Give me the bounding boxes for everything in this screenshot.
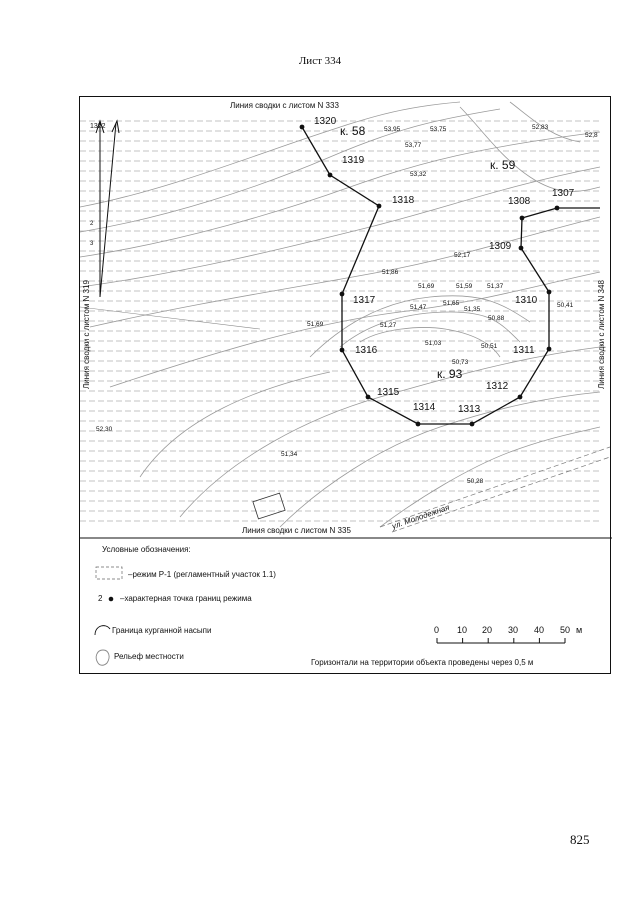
spot-height: 51,86: [382, 269, 399, 276]
misc-label: 1322: [90, 123, 106, 130]
spot-height: 53,95: [384, 126, 401, 133]
border-label-left: Линия сводки с листом N 319: [82, 280, 91, 389]
spot-height: 51,03: [425, 340, 442, 347]
point-label: 1317: [353, 295, 376, 306]
point-label: 1315: [377, 387, 400, 398]
spot-height: 50,73: [452, 359, 469, 366]
spot-height: 53,77: [405, 142, 422, 149]
spot-height: 52,8: [585, 132, 598, 139]
area-label: к. 58: [340, 124, 366, 138]
legend-symbol-point: 2: [98, 594, 103, 603]
legend-point-marker: [109, 597, 114, 602]
spot-height: 53,32: [410, 171, 427, 178]
misc-label: 2: [90, 221, 94, 227]
page-number: 825: [570, 832, 590, 847]
scale-tick-label: 30: [508, 625, 519, 635]
scale-tick-label: 50: [560, 625, 571, 635]
spot-height: 51,59: [456, 283, 473, 290]
scale-tick-label: 0: [434, 625, 440, 635]
street-name: ул. Молодежная: [390, 502, 451, 531]
spot-height: 51,69: [307, 321, 324, 328]
contour-note: Горизонтали на территории объекта проведены через 0,5 м: [311, 658, 534, 667]
spot-height: 51,34: [281, 451, 298, 458]
map-frame: [79, 96, 611, 674]
point-label: 1307: [552, 188, 575, 199]
spot-height: 52,17: [454, 252, 471, 259]
spot-height: 51,65: [443, 300, 460, 307]
building: [253, 493, 285, 519]
scale-tick-label: 40: [534, 625, 545, 635]
point-label: 1318: [392, 195, 415, 206]
spot-height: 50,28: [467, 478, 484, 485]
legend-icon-mound: [95, 626, 110, 635]
map-canvas: [80, 97, 612, 675]
spot-height: 52,30: [96, 426, 113, 433]
scale-tick-label: 10: [457, 625, 468, 635]
point-label: 1311: [513, 345, 535, 356]
border-label-right: Линия сводки с листом N 348: [597, 280, 606, 389]
spot-height: 50,41: [557, 302, 574, 309]
point-label: 1313: [458, 404, 481, 415]
area-label: к. 93: [437, 367, 463, 381]
point-label: 1314: [413, 402, 436, 413]
point-label: 1312: [486, 381, 509, 392]
scale-bar: [434, 625, 582, 643]
area-label: к. 59: [490, 158, 516, 172]
north-arrow: [96, 121, 119, 297]
spot-height: 51,27: [380, 322, 397, 329]
point-label: 1319: [342, 155, 365, 166]
legend-text-point: –характерная точка границ режима: [120, 594, 252, 603]
spot-height: 50,88: [488, 315, 505, 322]
legend-text-zone: –режим Р-1 (регламентный участок 1.1): [128, 570, 276, 579]
legend-swatch-zone: [96, 567, 122, 579]
point-label: 1316: [355, 345, 378, 356]
spot-height: 53,75: [430, 126, 447, 133]
point-label: 1320: [314, 116, 337, 127]
point-label: 1310: [515, 295, 538, 306]
spot-height: 51,69: [418, 283, 435, 290]
sheet-title: Лист 334: [298, 55, 342, 67]
spot-height: 50,51: [481, 343, 498, 350]
legend-icon-relief: [96, 650, 109, 665]
spot-height: 51,47: [410, 304, 427, 311]
misc-label: 3: [90, 241, 94, 247]
spot-height: 51,37: [487, 283, 504, 290]
legend-title: Условные обозначения:: [102, 545, 191, 554]
legend-text-relief: Рельеф местности: [114, 652, 184, 661]
scale-tick-label: 20: [482, 625, 493, 635]
legend-text-mound: Граница курганной насыпи: [112, 626, 212, 635]
terrain-contours: [80, 102, 600, 527]
point-label: 1308: [508, 196, 531, 207]
spot-height: 51,35: [464, 306, 481, 313]
spot-height: 52,83: [532, 124, 549, 131]
point-label: 1309: [489, 241, 512, 252]
border-label-top: Линия сводки с листом N 333: [230, 101, 339, 110]
scale-unit: м: [576, 625, 583, 635]
border-label-bottom: Линия сводки с листом N 335: [242, 526, 351, 535]
